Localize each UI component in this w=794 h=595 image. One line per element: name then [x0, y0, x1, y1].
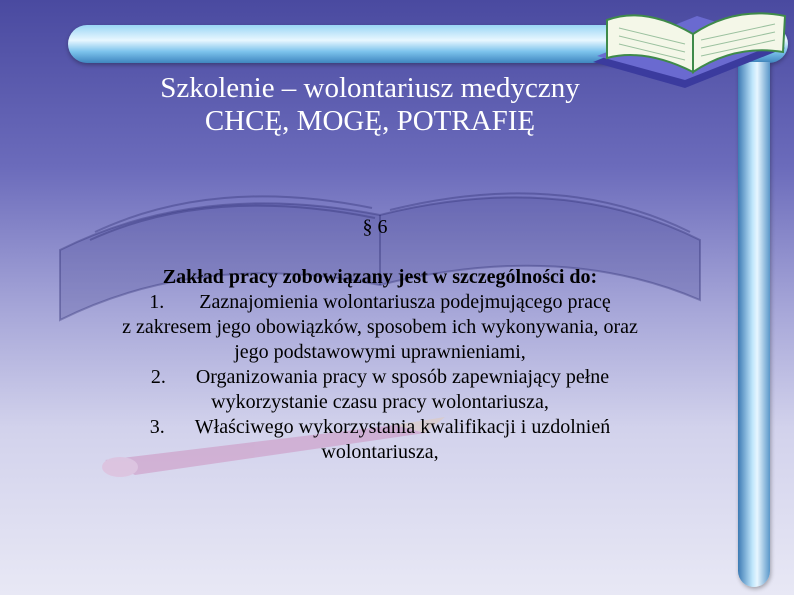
list-text: Właściwego wykorzystania kwalifikacji i uzdolnień [194, 416, 611, 438]
list-item-3-line-2: wolontariusza, [321, 441, 439, 463]
body-lead: Zakład pracy zobowiązany jest w szczególności do: [162, 266, 598, 288]
list-item-3-line-1 [60, 415, 700, 440]
list-text: Organizowania pracy w sposób zapewniający pełne [195, 366, 610, 388]
title-line-1: Szkolenie – wolontariusz medyczny [160, 72, 580, 104]
list-item-1-line-3: jego podstawowymi uprawnieniami, [234, 341, 526, 363]
list-item-1-line-1 [60, 290, 700, 315]
slide-title [100, 72, 640, 138]
list-item-1-line-2: z zakresem jego obowiązków, sposobem ich wykonywania, oraz [122, 316, 638, 338]
slide-body [60, 265, 700, 465]
list-number: 3. [149, 416, 165, 438]
list-item-2-line-1 [60, 365, 700, 390]
list-number: 2. [150, 366, 166, 388]
title-line-2: CHCĘ, MOGĘ, POTRAFIĘ [204, 105, 536, 137]
list-item-2-line-2: wykorzystanie czasu pracy wolontariusza, [211, 391, 549, 413]
list-number: 1. [149, 291, 165, 313]
side-accent-bar [738, 62, 770, 587]
section-heading: § 6 [362, 216, 388, 238]
list-text: Zaznajomienia wolontariusza podejmującego pracę [199, 291, 611, 313]
